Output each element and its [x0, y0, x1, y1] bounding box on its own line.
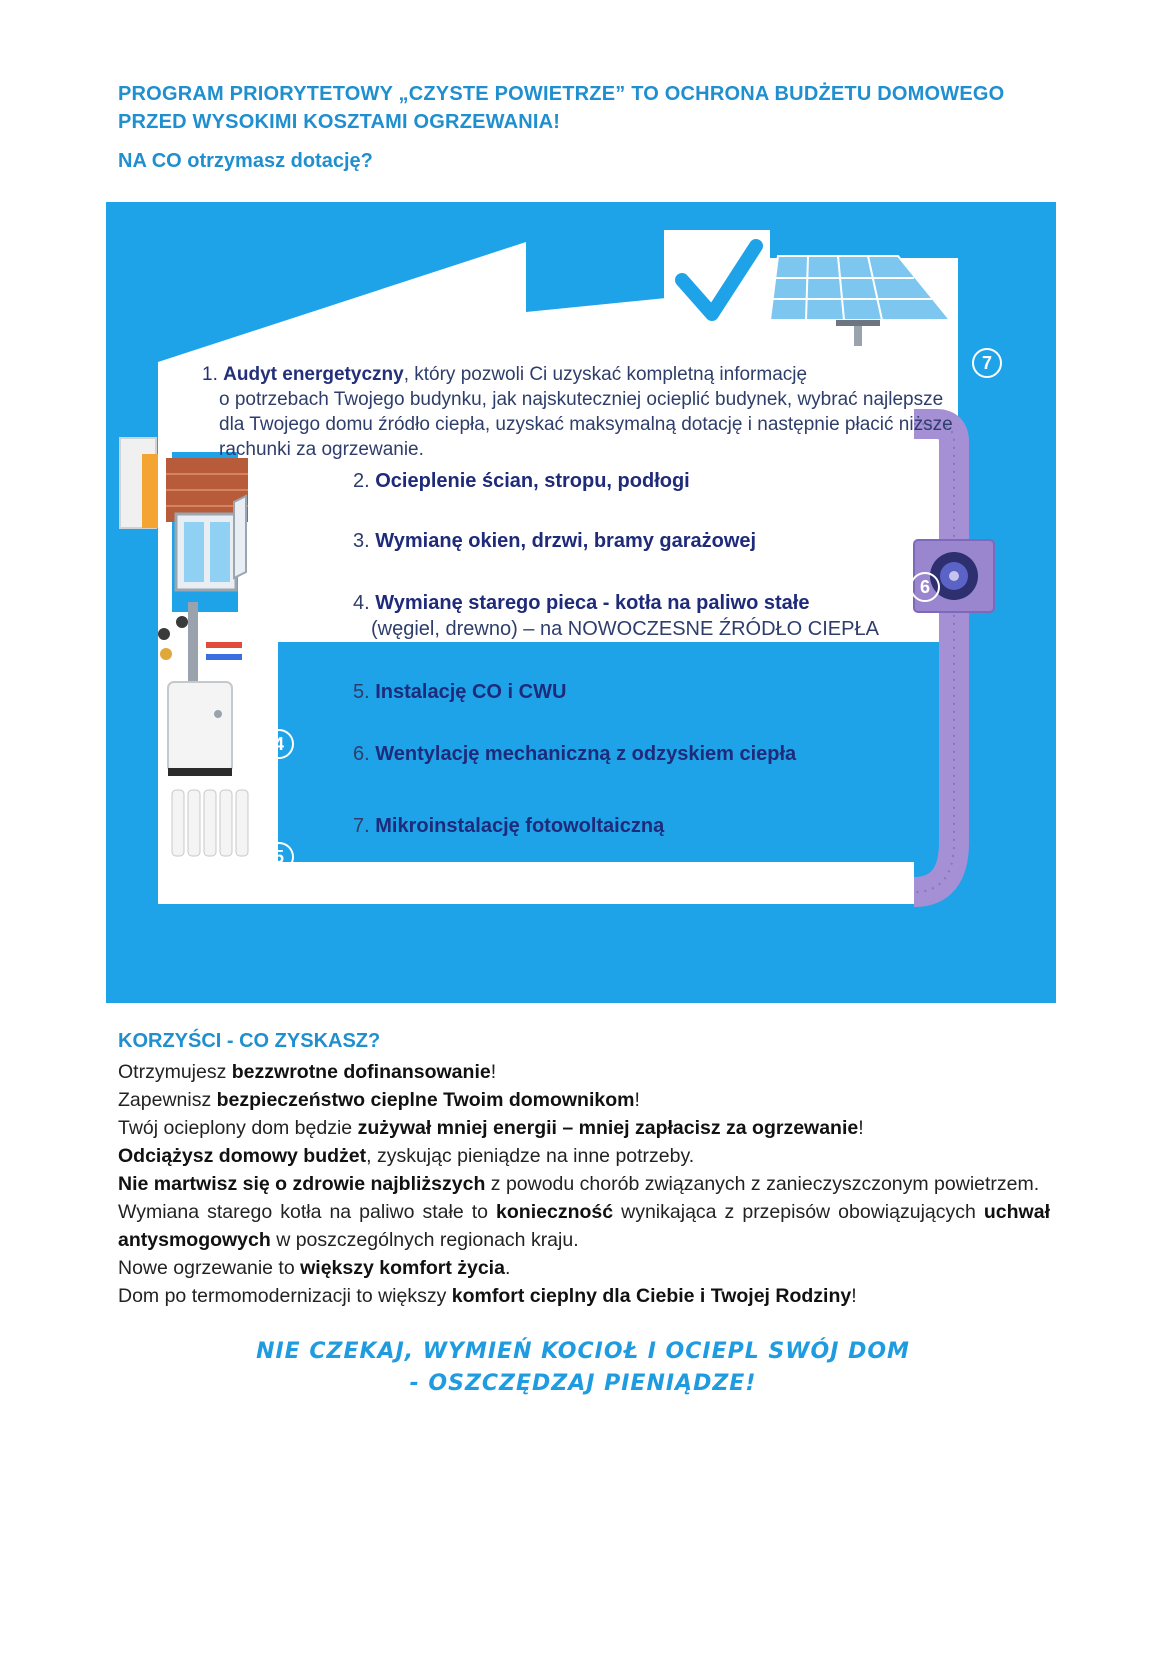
list-item-text: Instalację CO i CWU [375, 681, 567, 703]
list-item-text: Wentylację mechaniczną z odzyskiem ciepła [375, 743, 797, 765]
audit-item [202, 362, 962, 462]
benefit-line: Zapewnisz bezpieczeństwo cieplne Twoim domownikom! [118, 1089, 640, 1111]
list-item [353, 743, 796, 766]
audit-number: 1. [202, 364, 218, 385]
audit-text-line1: , który pozwoli Ci uzyskać kompletną informację [403, 364, 808, 385]
list-item-number: 2. [353, 470, 370, 492]
badge-5: 5 [264, 842, 294, 872]
benefit-line: Twój ocieplony dom będzie zużywał mniej energii – mniej zapłacisz za ogrzewanie! [118, 1117, 864, 1139]
list-item-number: 7. [353, 815, 370, 837]
benefits-title: KORZYŚCI - CO ZYSKASZ? [118, 1030, 381, 1052]
list-item [353, 592, 879, 641]
badge-7: 7 [972, 348, 1002, 378]
badge-4: 4 [264, 729, 294, 759]
benefits-list [118, 1058, 1050, 1310]
subsidy-question: NA CO otrzymasz dotację? [118, 150, 373, 172]
radiator-icon [172, 790, 248, 856]
list-item-subtext: (węgiel, drewno) – na NOWOCZESNE ŹRÓDŁO CIEPŁA [371, 618, 879, 640]
list-item [353, 530, 756, 553]
list-item [353, 815, 664, 838]
list-item-number: 4. [353, 592, 370, 614]
benefit-line: Wymiana starego kotła na paliwo stałe to konieczność wynikająca z przepisów obowiązujących uchwał antysmogowych w poszczególnych regionach kraju. [118, 1201, 1050, 1251]
slogan-line2: - OSZCZĘDZAJ PIENIĄDZE! [409, 1371, 757, 1396]
benefit-line: Otrzymujesz bezzwrotne dofinansowanie! [118, 1061, 497, 1083]
badge-2: 2 [264, 491, 294, 521]
badge-6: 6 [910, 572, 940, 602]
benefit-line: Nowe ogrzewanie to większy komfort życia. [118, 1257, 511, 1279]
list-item-number: 6. [353, 743, 370, 765]
audit-lead: Audyt energetyczny [223, 364, 404, 385]
audit-text-rest: o potrzebach Twojego budynku, jak najskuteczniej ocieplić budynek, wybrać najlepsze dla Twojego domu źródło ciepła, uzyskać maksymalną dotację i następnie płacić niższe rachunki za ogrzewanie. [219, 389, 953, 460]
infographic-panel [106, 202, 1056, 1003]
list-item-text: Wymianę starego pieca - kotła na paliwo stałe [375, 592, 810, 614]
benefit-line: Dom po termomodernizacji to większy komfort cieplny dla Ciebie i Twojej Rodziny! [118, 1285, 857, 1307]
list-item-number: 5. [353, 681, 370, 703]
page-headline: PROGRAM PRIORYTETOWY „CZYSTE POWIETRZE” TO OCHRONA BUDŻETU DOMOWEGO PRZED WYSOKIMI KOSZTAMI OGRZEWANIA! [118, 83, 1005, 133]
badge-3: 3 [264, 558, 294, 588]
list-item-number: 3. [353, 530, 370, 552]
list-item-text: Mikroinstalację fotowoltaiczną [375, 815, 665, 837]
list-item [353, 681, 566, 704]
list-item-text: Ocieplenie ścian, stropu, podłogi [375, 470, 690, 492]
slogan [0, 1336, 1166, 1400]
list-item-text: Wymianę okien, drzwi, bramy garażowej [375, 530, 757, 552]
benefit-line: Nie martwisz się o zdrowie najbliższych z powodu chorób związanych z zanieczyszczonym powietrzem. [118, 1173, 1040, 1195]
list-item [353, 470, 690, 493]
slogan-line1: NIE CZEKAJ, WYMIEŃ KOCIOŁ I OCIEPL SWÓJ DOM [256, 1339, 910, 1364]
benefit-line: Odciążysz domowy budżet, zyskując pieniądze na inne potrzeby. [118, 1145, 695, 1167]
